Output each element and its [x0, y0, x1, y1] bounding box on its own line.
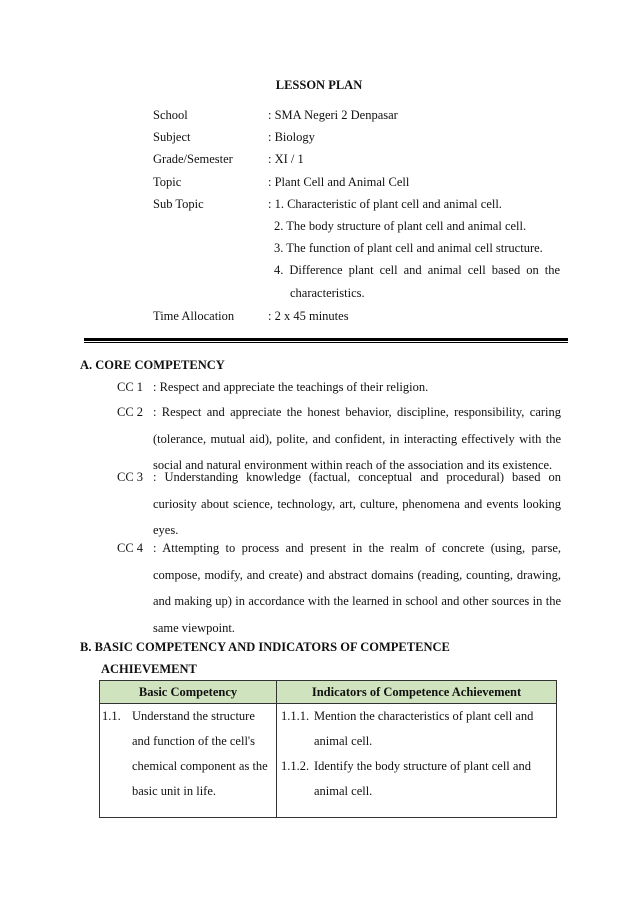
bc-text: Understand the structure and function of the cell's chemical component as the basic unit in life.	[132, 709, 268, 798]
subtopic-item: : 1. Characteristic of plant cell and animal cell.	[268, 197, 502, 211]
cc-text: : Attempting to process and present in the realm of concrete (using, parse, compose, modify, and create) and abstract domains (reading, counting, drawing, and making up) in accordance with the learned in school and other sources in the same viewpoint.	[153, 541, 561, 635]
core-competency-heading: A. CORE COMPETENCY	[80, 358, 225, 372]
cc-code: CC 3	[117, 470, 144, 484]
indicator-text: Mention the characteristics of plant cell and animal cell.	[314, 709, 534, 748]
indicator-number: 1.1.2.	[281, 759, 310, 773]
cc-text: : Respect and appreciate the honest behavior, discipline, responsibility, caring (tolerance, mutual aid), polite, and confident, in interacting effectively with the social and natural environment within reach of the association and its existence.	[153, 405, 561, 472]
subtopic-item-continued: characteristics.	[290, 286, 365, 300]
topic-label: Topic	[153, 175, 182, 189]
indicator-number: 1.1.1.	[281, 709, 310, 723]
grade-label: Grade/Semester	[153, 152, 233, 166]
subtopic-item: 3. The function of plant cell and animal cell structure.	[274, 241, 543, 255]
grade-value: : XI / 1	[268, 152, 304, 166]
time-label: Time Allocation	[153, 309, 235, 323]
school-value: : SMA Negeri 2 Denpasar	[268, 108, 398, 122]
subtopic-item: 2. The body structure of plant cell and animal cell.	[274, 219, 527, 233]
double-rule-thick	[84, 338, 568, 341]
subject-label: Subject	[153, 130, 191, 144]
table-header-indicators: Indicators of Competence Achievement	[277, 681, 557, 704]
cc-code: CC 4	[117, 541, 144, 555]
indicators-cell	[277, 704, 557, 818]
indicator-text: Identify the body structure of plant cell and animal cell.	[314, 759, 531, 798]
basic-competency-heading: B. BASIC COMPETENCY AND INDICATORS OF COMPETENCE	[80, 640, 450, 654]
time-value: : 2 x 45 minutes	[268, 309, 349, 323]
double-rule-thin	[84, 342, 568, 343]
competency-table	[99, 680, 557, 818]
subtopic-label: Sub Topic	[153, 197, 204, 211]
subject-value: : Biology	[268, 130, 315, 144]
table-header-basic-competency: Basic Competency	[100, 681, 277, 704]
cc-text: : Understanding knowledge (factual, conceptual and procedural) based on curiosity about science, technology, art, culture, phenomena and events looking eyes.	[153, 470, 561, 537]
cc-text: : Respect and appreciate the teachings of their religion.	[153, 380, 429, 394]
basic-competency-heading-cont: ACHIEVEMENT	[101, 662, 197, 676]
school-label: School	[153, 108, 188, 122]
subtopic-item: 4. Difference plant cell and animal cell based on the	[274, 263, 560, 277]
basic-competency-cell	[100, 704, 277, 818]
topic-value: : Plant Cell and Animal Cell	[268, 175, 410, 189]
bc-number: 1.1.	[102, 709, 121, 723]
cc-code: CC 1	[117, 380, 144, 394]
table-row	[100, 704, 557, 818]
cc-code: CC 2	[117, 405, 144, 419]
page-title: LESSON PLAN	[275, 78, 363, 92]
